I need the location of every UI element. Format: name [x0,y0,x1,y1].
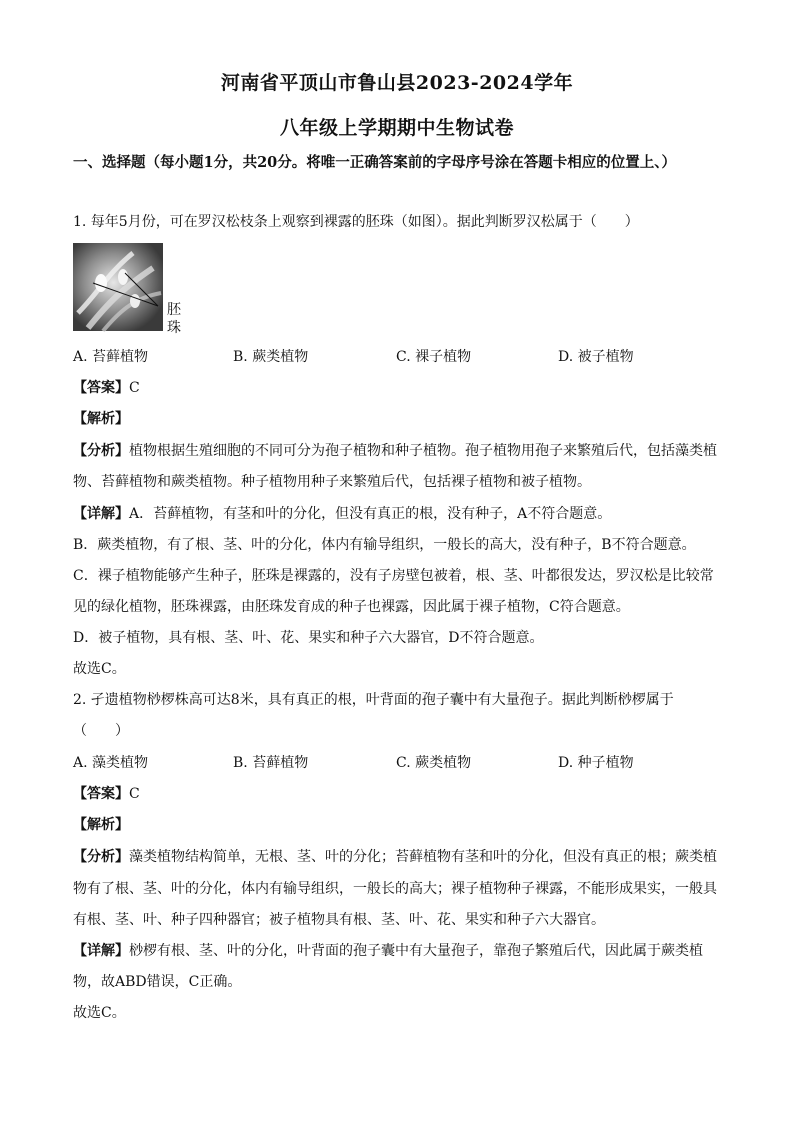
q2-conclusion: 故选C。 [73,1005,126,1021]
q1-analysis-line: B．蕨类植物，有了根、茎、叶的分化，体内有输导组织，一般长的高大，没有种子，B不符合题意。 [73,537,696,553]
q1-analysis-line: 【分析】植物根据生殖细胞的不同可分为孢子植物和种子植物。孢子植物用孢子来繁殖后代，包括藻类植 [73,443,717,459]
q1-analysis-line: D．被子植物，具有根、茎、叶、花、果实和种子六大器官，D不符合题意。 [73,630,544,646]
section-heading: 一、选择题（每小题1分，共20分。将唯一正确答案前的字母序号涂在答题卡相应的位置上、） [73,154,677,171]
q1-option-d: D. 被子植物 [558,349,634,365]
q2-option-b: B. 苔藓植物 [233,755,309,771]
q2-option-c: C. 蕨类植物 [396,755,472,771]
q2-analysis-line: 物有了根、茎、叶的分化，体内有输导组织，一般长的高大；裸子植物种子裸露，不能形成果实，一般具 [73,881,717,897]
q2-stem-tail: （ ） [73,723,129,739]
q2-analysis-heading: 【解析】 [73,817,129,833]
q1-figure [73,243,183,338]
q1-analysis-line: 【详解】A．苔藓植物，有茎和叶的分化，但没有真正的根，没有种子，A不符合题意。 [73,506,612,522]
q2-analysis-line: 有根、茎、叶、种子四种器官；被子植物具有根、茎、叶、花、果实和种子六大器官。 [73,912,605,928]
q1-analysis-line: 见的绿化植物，胚珠裸露，由胚珠发育成的种子也裸露，因此属于裸子植物，C符合题意。 [73,599,630,615]
q2-analysis-line: 物，故ABD错误，C正确。 [73,974,242,990]
q2-analysis-line: 【分析】藻类植物结构简单，无根、茎、叶的分化；苔藓植物有茎和叶的分化，但没有真正的根；蕨类植 [73,849,717,865]
q1-option-a: A. 苔藓植物 [73,349,149,365]
q1-analysis-line: C．裸子植物能够产生种子，胚珠是裸露的，没有子房壁包被着，根、茎、叶都很发达，罗汉松是比较常 [73,568,714,584]
exam-subtitle: 八年级上学期期中生物试卷 [279,117,514,139]
q1-stem: 1. 每年5月份，可在罗汉松枝条上观察到裸露的胚珠（如图）。据此判断罗汉松属于（ ） [73,214,639,230]
q1-answer: 【答案】C [73,380,140,396]
q1-option-b: B. 蕨类植物 [233,349,309,365]
q1-analysis-heading: 【解析】 [73,411,129,427]
q2-option-d: D. 种子植物 [558,755,634,771]
figure-label: 胚珠 [167,302,181,336]
q2-answer: 【答案】C [73,786,140,802]
q2-analysis-line: 【详解】桫椤有根、茎、叶的分化，叶背面的孢子囊中有大量孢子，靠孢子繁殖后代，因此属于蕨类植 [73,943,703,959]
q1-analysis-line: 物、苔藓植物和蕨类植物。种子植物用种子来繁殖后代，包括裸子植物和被子植物。 [73,474,591,490]
q2-stem: 2. 孑遗植物桫椤株高可达8米，具有真正的根，叶背面的孢子囊中有大量孢子。据此判断桫椤属于 [73,692,674,708]
q2-option-a: A. 藻类植物 [73,755,149,771]
exam-title: 河南省平顶山市鲁山县2023-2024学年 [220,72,574,94]
q1-conclusion: 故选C。 [73,661,126,677]
q1-option-c: C. 裸子植物 [396,349,472,365]
